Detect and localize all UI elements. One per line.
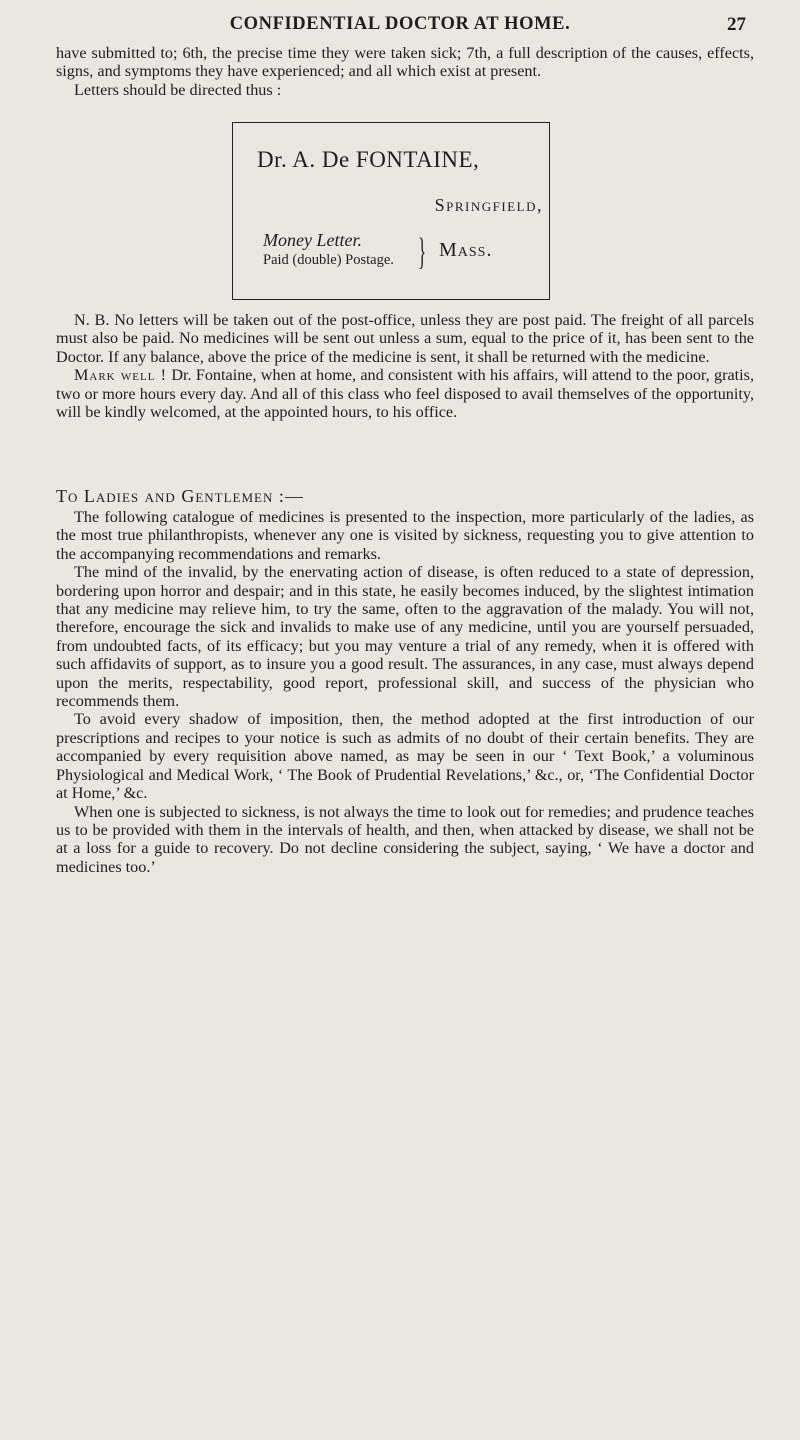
mark-well-paragraph [56, 366, 754, 421]
notes-section [56, 311, 754, 421]
page-number: 27 [727, 14, 746, 35]
city-line: Springfield, [434, 195, 543, 215]
state-line: Mass. [439, 239, 493, 261]
running-title: CONFIDENTIAL DOCTOR AT HOME. [229, 14, 571, 34]
mark-well-lead: Mark well ! [74, 366, 168, 385]
brace-glyph: } [418, 231, 427, 273]
page-header [0, 14, 800, 44]
nb-paragraph: N. B. No letters will be taken out of the post-office, unless they are post paid. The freight of all parcels must also be paid. No medicines will be sent out unless a sum, equal to the price of it, has been sent to the Doctor. If any balance, above the price of the medicine is sent, it shall be returned with the medicine. [56, 311, 754, 366]
postage-line: Paid (double) Postage. [263, 252, 394, 268]
body-paragraph: To avoid every shadow of imposition, then, the method adopted at the first introduction of our prescriptions and recipes to your notice is such as admits of no doubt of their certain benefits. They are accompanied by every requisition above named, as may be seen in our ‘ Text Book,’ a voluminous Physiological and Medical Work, ‘ The Book of Prudential Revelations,’ &c., or, ‘The Confidential Doctor at Home,’ &c. [56, 710, 754, 803]
address-box [232, 122, 550, 300]
main-body [56, 508, 754, 876]
intro-paragraph: have submitted to; 6th, the precise time they were taken sick; 7th, a full description of the causes, effects, signs, and symptoms they have experienced; and all which exist at present. [56, 44, 754, 81]
money-letter-line: Money Letter. [263, 230, 362, 250]
address-heading: To Ladies and Gentlemen :— [56, 486, 304, 506]
mark-well-text: Dr. Fontaine, when at home, and consistent with his affairs, will attend to the poor, gratis, two or more hours every day. And all of this class who feel disposed to avail themselves of the opportunity, will be kindly welcomed, at the appointed hours, to his office. [56, 366, 754, 422]
doctor-name: Dr. A. De FONTAINE, [257, 147, 480, 172]
body-paragraph: The following catalogue of medicines is presented to the inspection, more particularly of the ladies, as the most true philanthropists, whenever any one is visited by sickness, requesting you to give attention to the accompanying recommendations and remarks. [56, 508, 754, 563]
intro-text [56, 44, 754, 99]
body-paragraph: When one is subjected to sickness, is not always the time to look out for remedies; and prudence teaches us to be provided with them in the intervals of health, and then, when attacked by disease, we shall not be at a loss for a guide to recovery. Do not decline considering the subject, saying, ‘ We have a doctor and medicines too.’ [56, 802, 754, 876]
directions-line: Letters should be directed thus : [74, 80, 282, 99]
body-paragraph: The mind of the invalid, by the enervating action of disease, is often reduced to a state of depression, bordering upon horror and despair; and in this state, he easily becomes induced, by the slightest intimation that any medicine may relieve him, to try the same, often to the aggravation of the malady. You will not, therefore, encourage the sick and invalids to make use of any medicine, until you are yourself persuaded, from undoubted facts, of its efficacy; but you may venture a trial of any remedy, when it is offered with such affidavits of support, as to insure you a good result. The assurances, in any case, must always depend upon the merits, respectability, good report, professional skill, and success of the physician who recommends them. [56, 563, 754, 711]
